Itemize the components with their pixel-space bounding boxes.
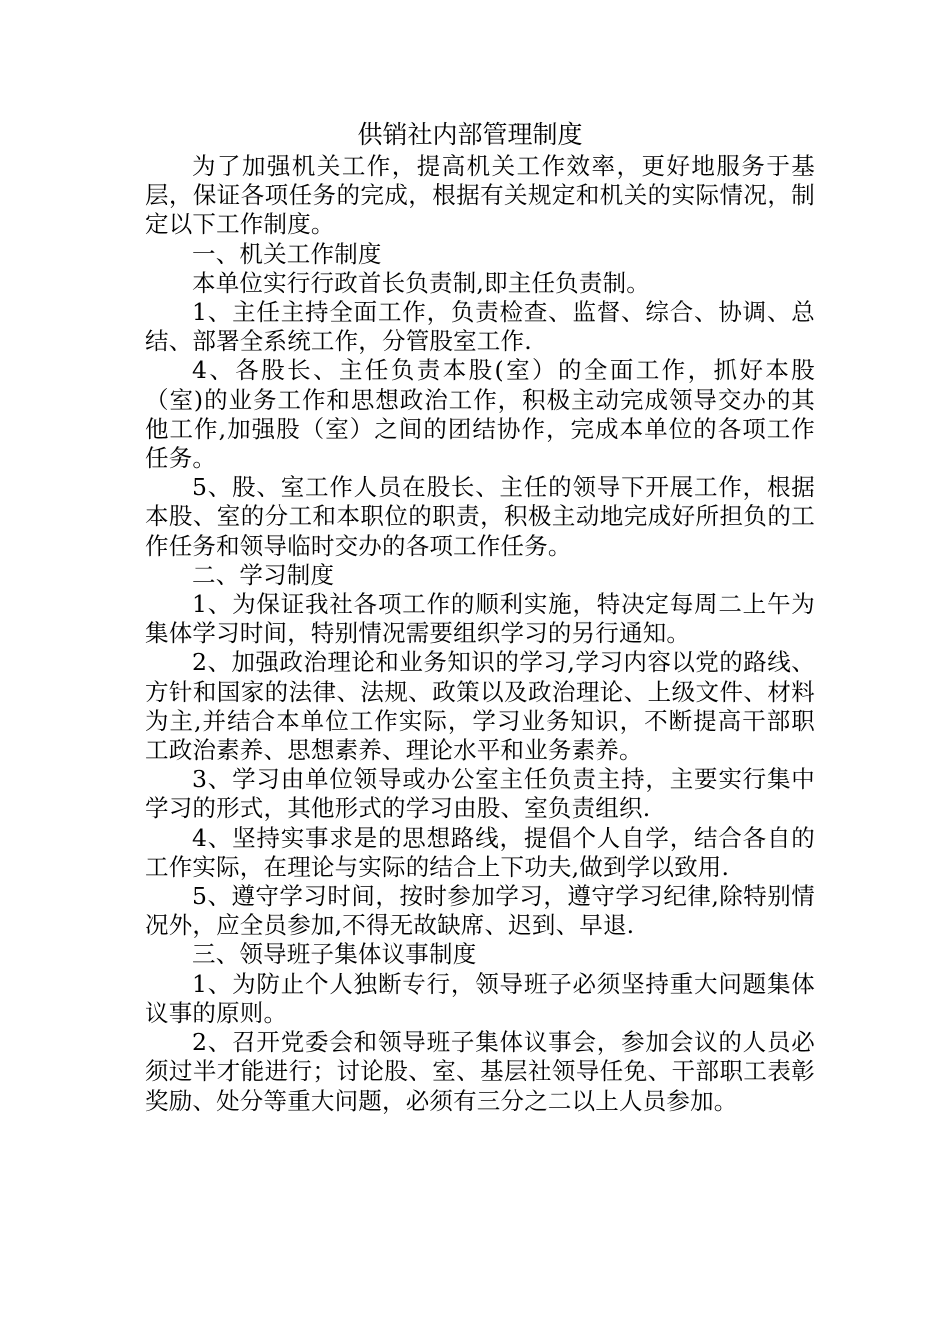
document-title: 供销社内部管理制度 [357,120,583,149]
document-body [145,118,815,1116]
paragraph: 2、加强政治理论和业务知识的学习,学习内容以党的路线、方针和国家的法律、法规、政策以及政治理论、上级文件、材料为主,并结合本单位工作实际，学习业务知识，不断提高干部职工政治素养、思想素养、理论水平和业务素养。 [145,648,815,765]
paragraph: 1、主任主持全面工作，负责检查、监督、综合、协调、总结、部署全系统工作，分管股室工作. [145,298,815,356]
paragraph: 1、为保证我社各项工作的顺利实施，特决定每周二上午为集体学习时间，特别情况需要组织学习的另行通知。 [145,590,815,648]
paragraph: 5、股、室工作人员在股长、主任的领导下开展工作，根据本股、室的分工和本职位的职责，积极主动地完成好所担负的工作任务和领导临时交办的各项工作任务。 [145,473,815,560]
paragraph-intro: 为了加强机关工作，提高机关工作效率，更好地服务于基层，保证各项任务的完成，根据有关规定和机关的实际情况，制定以下工作制度。 [145,152,815,239]
paragraph: 4、坚持实事求是的思想路线，提倡个人自学，结合各自的工作实际，在理论与实际的结合上下功夫,做到学以致用. [145,823,815,881]
paragraph: 2、召开党委会和领导班子集体议事会，参加会议的人员必须过半才能进行；讨论股、室、基层社领导任免、干部职工表彰奖励、处分等重大问题，必须有三分之二以上人员参加。 [145,1028,815,1115]
paragraph: 4、各股长、主任负责本股(室）的全面工作，抓好本股（室)的业务工作和思想政治工作，积极主动完成领导交办的其他工作,加强股（室）之间的团结协作，完成本单位的各项工作任务。 [145,356,815,473]
paragraph: 3、学习由单位领导或办公室主任负责主持，主要实行集中学习的形式，其他形式的学习由股、室负责组织. [145,765,815,823]
paragraph: 5、遵守学习时间，按时参加学习，遵守学习纪律,除特别情况外，应全员参加,不得无故缺席、迟到、早退. [145,882,815,940]
paragraph: 本单位实行行政首长负责制,即主任负责制。 [192,268,650,297]
section-heading-collective-decision: 三、领导班子集体议事制度 [192,940,477,969]
section-heading-study: 二、学习制度 [192,560,335,589]
paragraph: 1、为防止个人独断专行，领导班子必须坚持重大问题集体议事的原则。 [145,969,815,1027]
section-heading-office-work: 一、机关工作制度 [192,239,382,268]
